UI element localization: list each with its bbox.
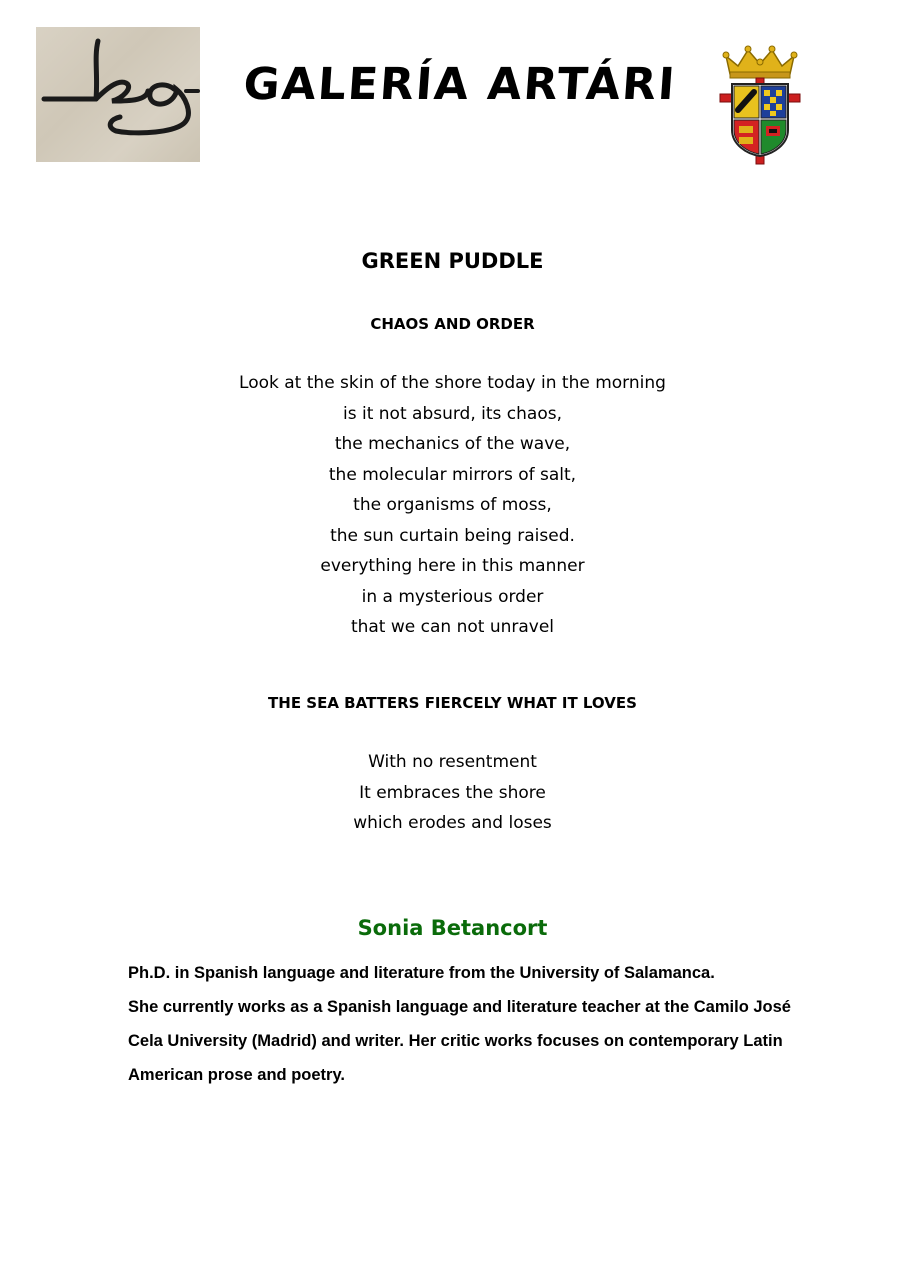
verse-line: It embraces the shore [359,782,546,803]
verse-line: With no resentment [368,752,537,772]
verse-line: the sun curtain being raised. [330,525,575,546]
bio-line: American prose and poetry. [128,1066,346,1084]
author-name: Sonia Betancort [357,916,548,940]
coat-of-arms-icon [716,44,804,166]
verse-line: the molecular mirrors of salt, [328,464,577,485]
poem-title: GREEN PUDDLE [361,249,544,273]
bio-line: Cela University (Madrid) and writer. Her critic works focuses on contemporary Latin [128,1032,783,1050]
verse-line: that we can not unravel [350,617,555,637]
author-bio [128,956,791,1092]
bio-line: She currently works as a Spanish language and literature teacher at the Camilo José [128,998,791,1016]
verse-line: is it not absurd, its chaos, [343,403,562,424]
gallery-name: GALERÍA ARTÁRI [241,59,679,110]
verse-line: the organisms of moss, [353,495,552,515]
verse-line: everything here in this manner [320,556,585,576]
section-title-chaos-and-order: CHAOS AND ORDER [370,315,535,333]
verse-sea-batters [0,747,905,839]
verse-line: the mechanics of the wave, [334,434,571,454]
verse-chaos-and-order [0,368,905,643]
section-title-sea-batters: THE SEA BATTERS FIERCELY WHAT IT LOVES [268,694,637,712]
signature-logo-icon [36,27,200,162]
verse-line: Look at the skin of the shore today in the morning [239,373,666,393]
bio-line: Ph.D. in Spanish language and literature from the University of Salamanca. [128,964,715,982]
page-header [0,0,905,190]
verse-line: in a mysterious order [361,586,544,607]
verse-line: which erodes and loses [353,813,552,833]
